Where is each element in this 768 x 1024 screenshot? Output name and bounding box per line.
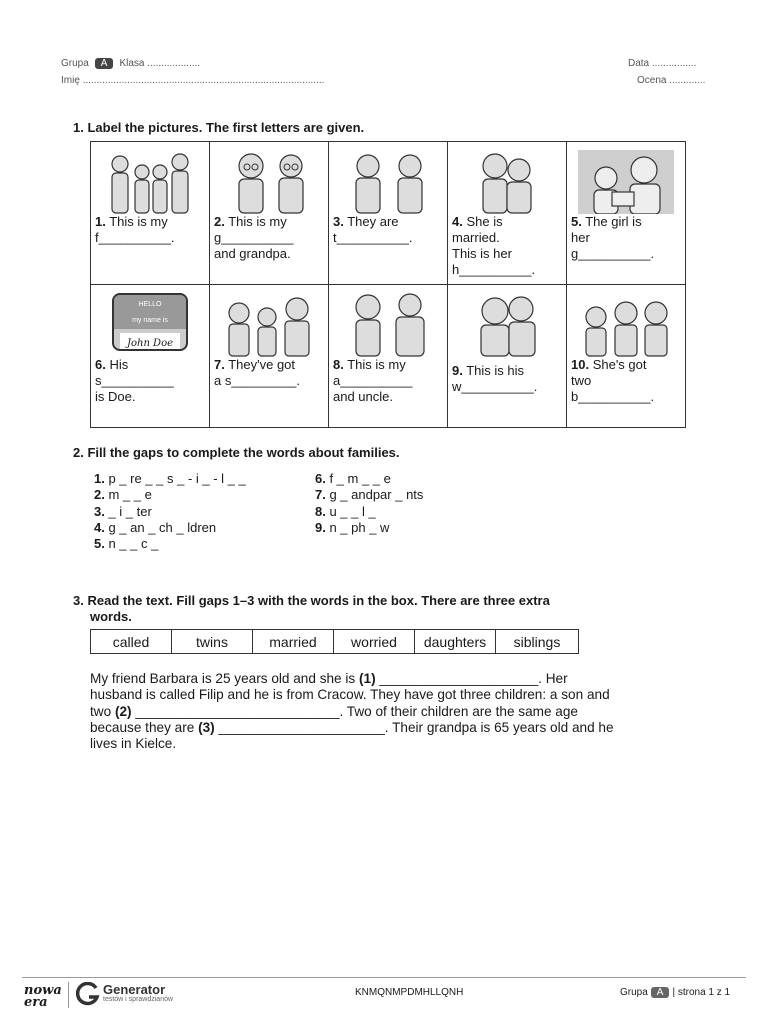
word-box: [90, 629, 579, 654]
list-item: 4. g _ an _ ch _ ldren: [94, 519, 217, 535]
name-badge: HELLO my name is John Doe: [112, 293, 188, 351]
generator-g-icon: [76, 982, 100, 1006]
picture-cell-5: 5. The girl is her g__________.: [567, 142, 686, 285]
header-grupa: Grupa A Klasa ...................: [61, 58, 201, 69]
girl-with-brothers-picture: [571, 285, 681, 357]
grupa-badge: A: [95, 58, 114, 69]
grandmother-and-girl-picture: [571, 142, 681, 214]
task2-title: 2. Fill the gaps to complete the words about families.: [73, 445, 400, 460]
list-item: 2. m _ _ e: [94, 487, 152, 503]
married-couple-picture: [452, 142, 562, 214]
picture-cell-2: 2. This is my g__________ and grandpa.: [210, 142, 329, 285]
word-box-item: married: [253, 630, 334, 654]
list-item: 3. _ i _ ter: [94, 503, 152, 519]
task2-left-list: [94, 471, 246, 552]
word-box-item: worried: [334, 630, 415, 654]
family-picture: [95, 142, 205, 214]
picture-cell-6: HELLO my name is John Doe 6. His s__________ is Doe.: [91, 285, 210, 428]
list-item: 9. n _ ph _ w: [315, 519, 390, 535]
picture-cell-10: 10. She's got two b__________.: [567, 285, 686, 428]
footer-divider: [22, 977, 746, 978]
footer-page-info: Grupa A | strona 1 z 1: [620, 987, 731, 998]
picture-cell-3: 3. They are t__________.: [329, 142, 448, 285]
picture-cell-9: 9. This is his w__________.: [448, 285, 567, 428]
generator-logo-subtitle: testów i sprawdzianów: [103, 996, 174, 1003]
grandparents-picture: [214, 142, 324, 214]
logo-divider: [68, 982, 69, 1008]
picture-cell-1: 1. This is my f__________.: [91, 142, 210, 285]
word-box-item: siblings: [496, 630, 579, 654]
task1-title: 1. Label the pictures. The first letters are given.: [73, 120, 365, 135]
list-item: 6. f _ m _ _ e: [315, 471, 391, 486]
generator-logo-text: Generator: [103, 982, 166, 997]
generator-logo: [76, 982, 100, 1011]
task3-paragraph: My friend Barbara is 25 years old and she is (1) _____________________. Her husband is called Filip and he is from Cracow. They have got three children: a son and two (2) ___________________________. Two of their children are the same age because they are (3) ______________________. Their grandpa is 65 years old and he lives in Kielce.: [90, 671, 614, 752]
document-code: KNMQNMPDMHLLQNH: [355, 987, 464, 998]
husband-and-wife-picture: [452, 285, 562, 357]
family-with-son-picture: [214, 285, 324, 357]
picture-cell-4: 4. She is married. This is her h__________.: [448, 142, 567, 285]
twins-picture: [333, 142, 443, 214]
word-box-item: daughters: [415, 630, 496, 654]
list-item: 5. n _ _ c _: [94, 536, 159, 552]
list-item: 1. p _ re _ _ s _ - i _ - l _ _: [94, 471, 246, 486]
picture-cell-8: 8. This is my a__________ and uncle.: [329, 285, 448, 428]
task3-title: 3. Read the text. Fill gaps 1–3 with the words in the box. There are three extra words.: [73, 593, 550, 624]
header-ocena: Ocena .............: [637, 75, 706, 86]
picture-cell-7: 7. They've got a s_________.: [210, 285, 329, 428]
nowa-era-logo: nowa era: [24, 983, 62, 1010]
list-item: 8. u _ _ l _: [315, 503, 376, 519]
word-box-item: called: [91, 630, 172, 654]
picture-table: [90, 141, 686, 428]
name-badge-picture: [95, 285, 205, 357]
list-item: 7. g _ andpar _ nts: [315, 487, 424, 503]
word-box-item: twins: [172, 630, 253, 654]
header-imie: Imię .......................................................................................: [61, 75, 325, 86]
header-data: Data ................: [628, 58, 697, 69]
task2-right-list: [315, 471, 423, 536]
aunt-and-uncle-picture: [333, 285, 443, 357]
